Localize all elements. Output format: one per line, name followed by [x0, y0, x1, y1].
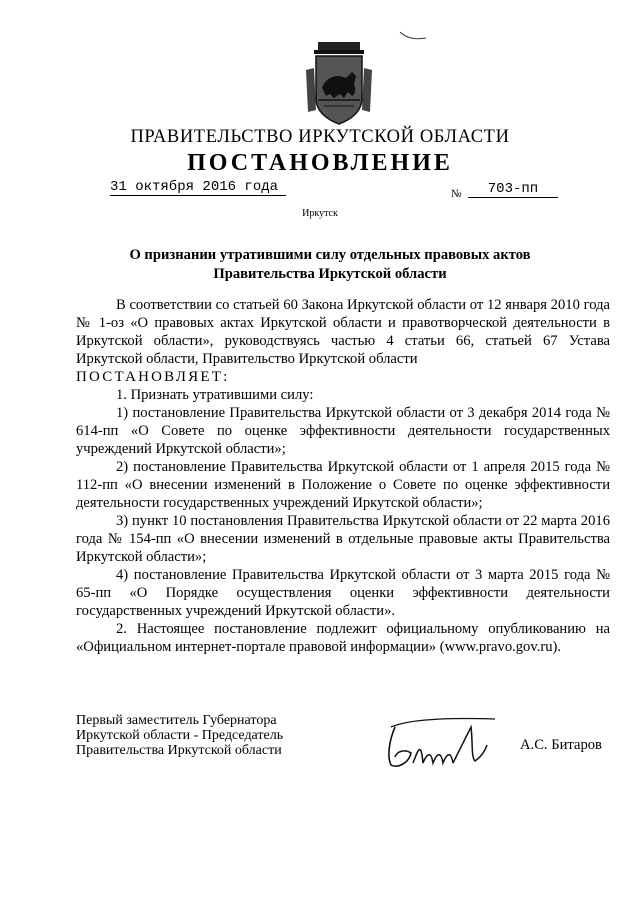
- signatory-position: [76, 713, 336, 758]
- document-city: Иркутск: [302, 208, 338, 219]
- signatory-name: А.С. Битаров: [520, 737, 602, 753]
- subitem-paragraph: 1) постановление Правительства Иркутской области от 3 декабря 2014 года № 614-пп «О Совете по оценке эффективности деятельности государственных учреждений Иркутской области»;: [76, 405, 610, 457]
- position-line: Правительства Иркутской области: [76, 743, 282, 758]
- number-label: №: [451, 188, 462, 200]
- title-line: Правительства Иркутской области: [213, 266, 447, 282]
- document-date: 31 октября 2016 года: [110, 179, 286, 196]
- document-type: ПОСТАНОВЛЕНИЕ: [187, 150, 453, 176]
- handwritten-signature: [375, 707, 505, 777]
- item-2-paragraph: 2. Настоящее постановление подлежит официальному опубликованию на «Официальном интернет-портале правовой информации» (www.pravo.gov.ru).: [76, 621, 610, 655]
- document-title: [100, 246, 560, 284]
- position-line: Иркутской области - Председатель: [76, 728, 284, 743]
- position-line: Первый заместитель Губернатора: [76, 713, 277, 728]
- subitem-paragraph: 4) постановление Правительства Иркутской области от 3 марта 2015 года № 65-пп «О Порядке осуществления оценки эффективности деятельности государственных учреждений Иркутской области».: [76, 567, 610, 619]
- item-1-heading: 1. Признать утратившими силу:: [116, 387, 314, 403]
- coat-of-arms-icon: [304, 40, 374, 126]
- title-line: О признании утратившими силу отдельных правовых актов: [129, 247, 531, 263]
- government-name: ПРАВИТЕЛЬСТВО ИРКУТСКОЙ ОБЛАСТИ: [130, 127, 510, 147]
- preamble-paragraph: В соответствии со статьей 60 Закона Иркутской области от 12 января 2010 года № 1-оз «О правовых актах Иркутской области и правотворческой деятельности в Иркутской области», руководствуясь частью 4 статьи 66, статьей 67 Устава Иркутской области, Правительство Иркутской области: [76, 297, 610, 367]
- handwritten-mark: [398, 28, 428, 42]
- subitem-paragraph: 2) постановление Правительства Иркутской области от 1 апреля 2015 года № 112-пп «О внесении изменений в Положение о Совете по оценке эффективности деятельности государственных учреждений Иркутской области»;: [76, 459, 610, 511]
- document-number: 703-пп: [468, 181, 558, 198]
- resolves-heading: ПОСТАНОВЛЯЕТ:: [76, 369, 230, 385]
- subitem-paragraph: 3) пункт 10 постановления Правительства Иркутской области от 22 марта 2016 года № 154-пп «О внесении изменений в отдельные правовые акты Правительства Иркутской области»;: [76, 513, 610, 565]
- document-body: [76, 296, 610, 656]
